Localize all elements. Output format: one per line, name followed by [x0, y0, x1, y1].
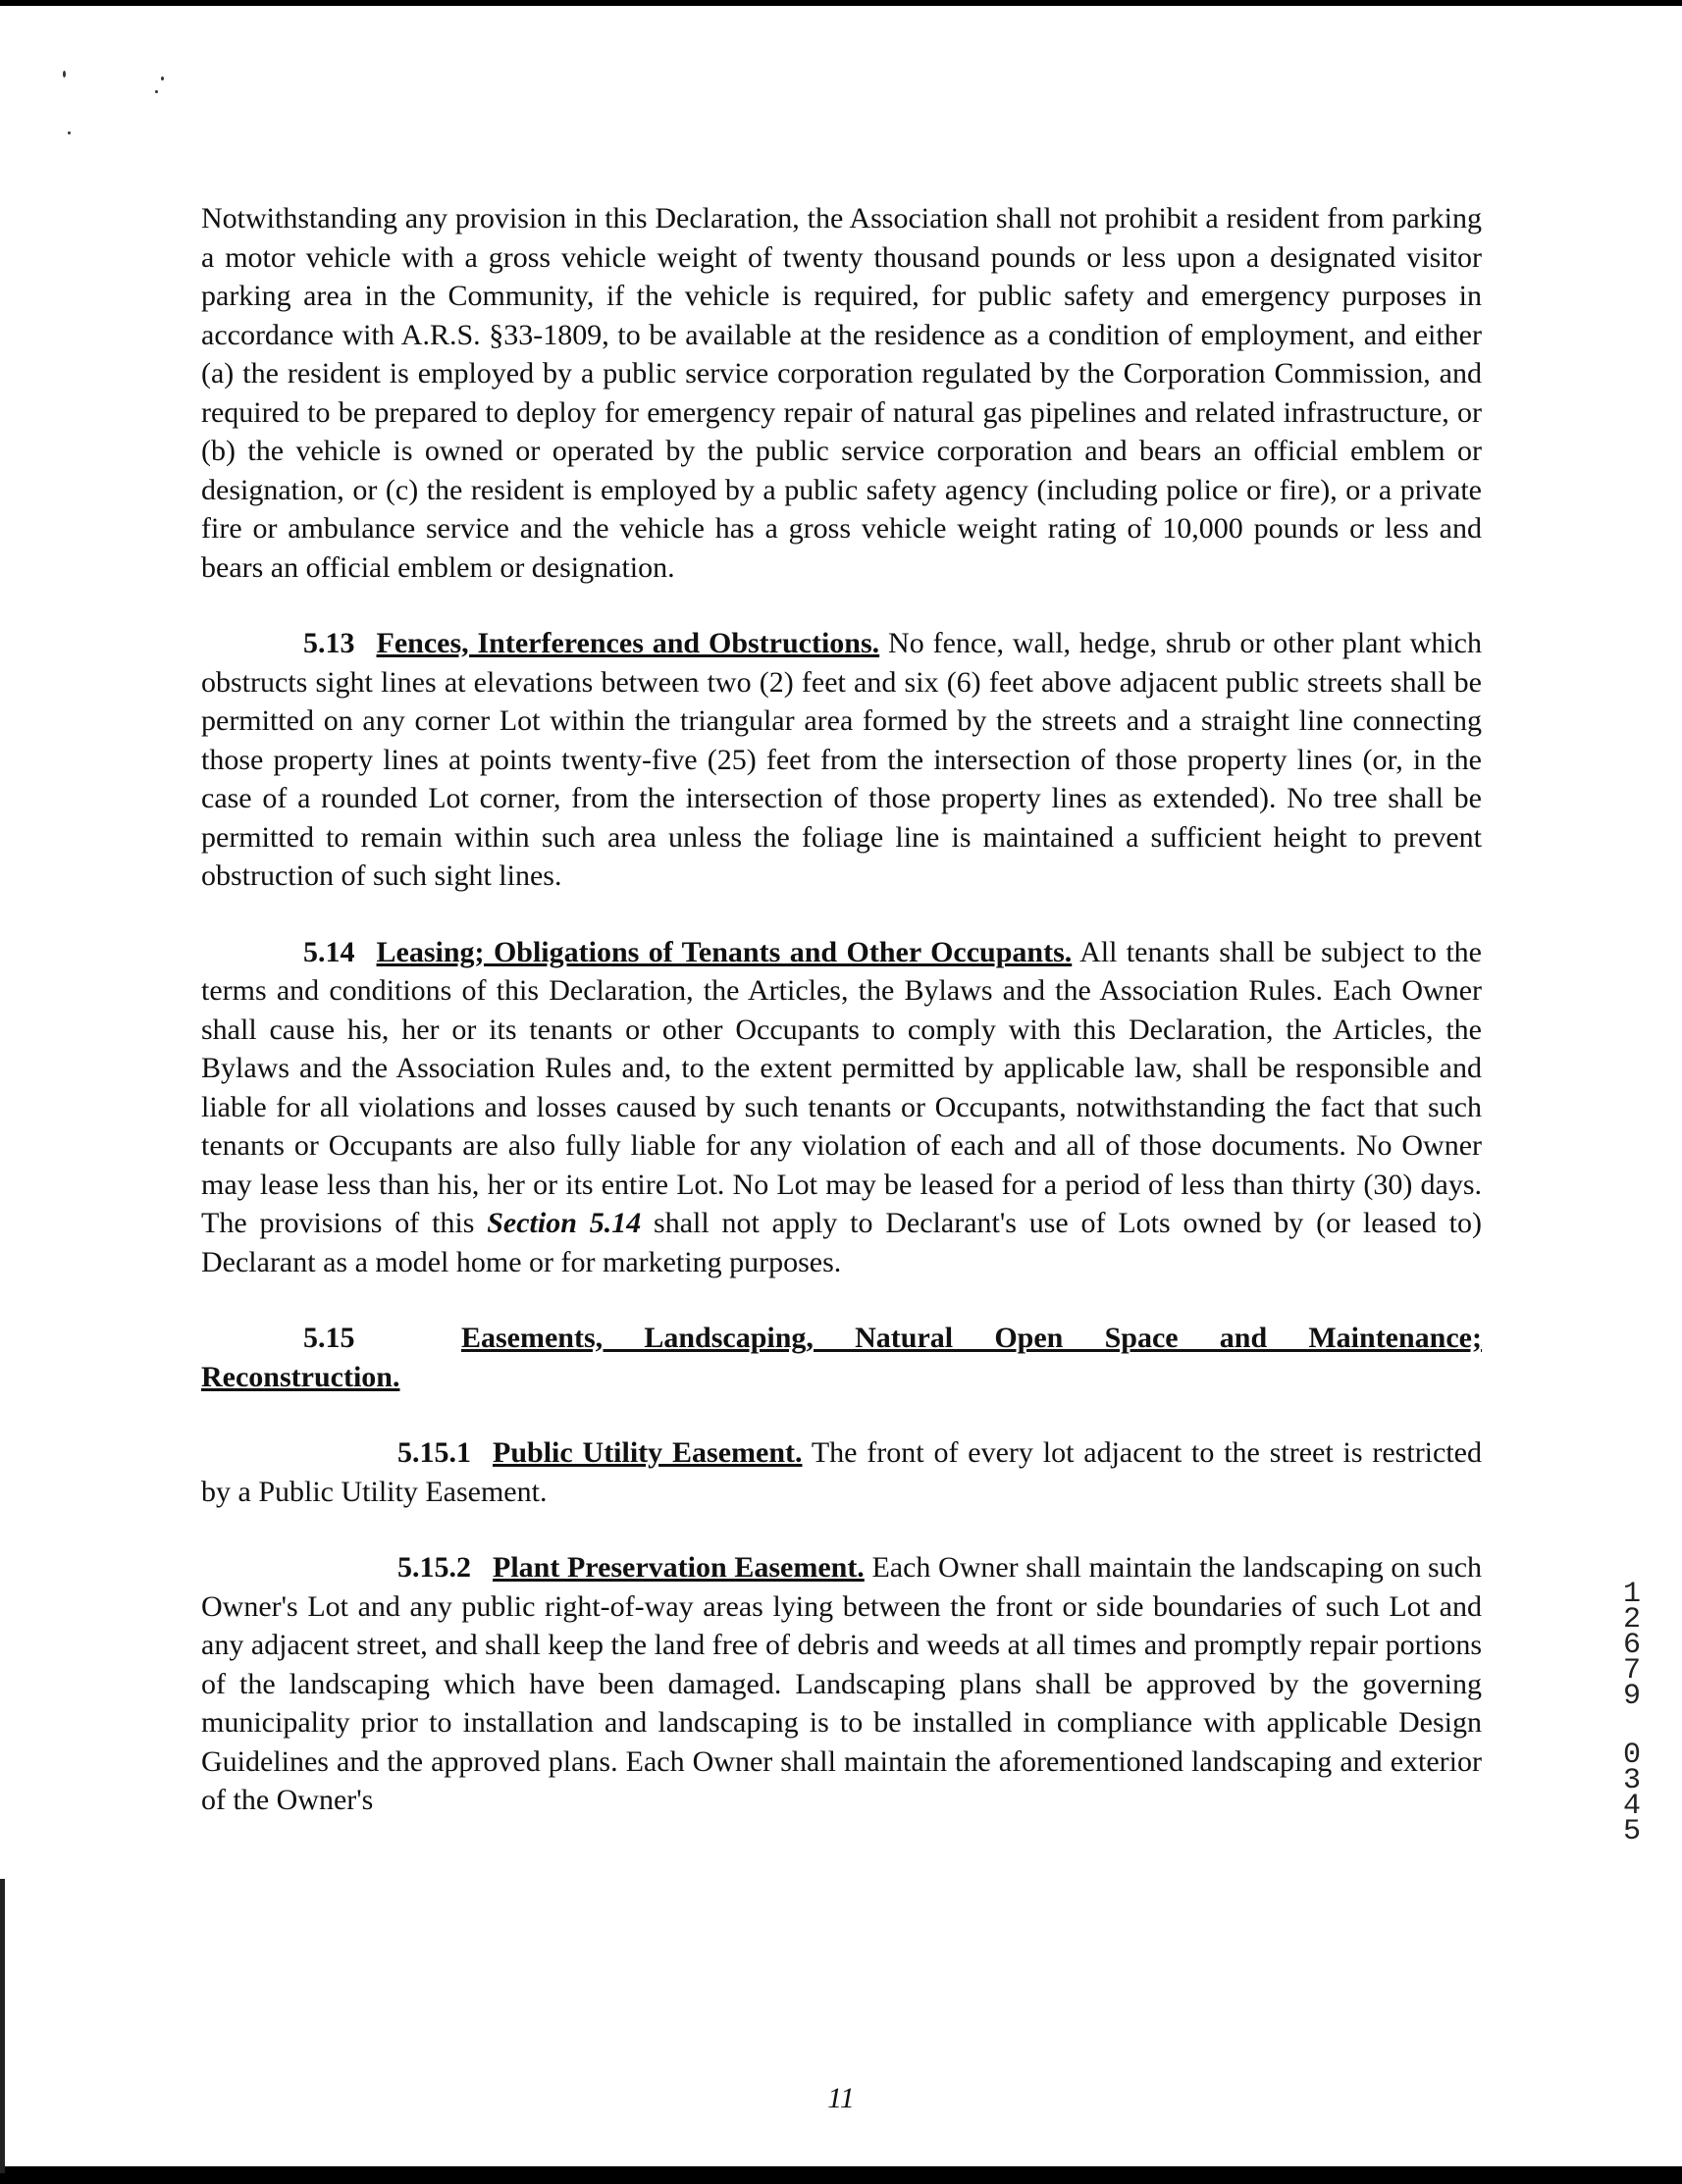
recording-stamp — [1617, 1578, 1647, 1848]
intro-paragraph: Notwithstanding any provision in this Declaration, the Association shall not prohibit a resident from parking a motor vehicle with a gross vehicle weight of twenty thousand pounds or less upon a designated visitor parking area in the Community, if the vehicle is required, for public safety and emergency purposes in accordance with A.R.S. §33-1809, to be available at the residence as a condition of employment, and either (a) the resident is employed by a public service corporation regulated by the Corporation Commission, and required to be prepared to deploy for emergency repair of natural gas pipelines and related infrastructure, or (b) the vehicle is owned or operated by the public service corporation and bears an official emblem or designation, or (c) the resident is employed by a public safety agency (including police or fire), or a private fire or ambulance service and the vehicle has a gross vehicle weight rating of 10,000 pounds or less and bears an official emblem or designation. — [201, 202, 1482, 584]
recording-stamp-line-2: 0345 — [1622, 1739, 1641, 1848]
document-body — [201, 199, 1482, 1820]
scan-speck — [155, 90, 158, 93]
scan-speck — [68, 131, 71, 134]
section-heading: Fences, Interferences and Obstructions. — [376, 627, 880, 659]
section-number: 5.15.2 — [397, 1551, 471, 1584]
section-5-15-2 — [201, 1548, 1482, 1820]
scan-speck — [63, 71, 66, 78]
section-reference: Section 5.14 — [487, 1207, 642, 1239]
section-number: 5.13 — [303, 627, 355, 659]
section-heading: Easements, Landscaping, Natural Open Space and Maintenance; Reconstruction. — [201, 1322, 1482, 1393]
section-5-14 — [201, 933, 1482, 1282]
scan-border-bottom — [0, 2166, 1682, 2184]
section-body: The front of every lot adjacent to the street is restricted by a Public Utility Easement. — [201, 1436, 1482, 1508]
scan-border-left — [0, 1879, 5, 2173]
section-heading: Public Utility Easement. — [493, 1436, 803, 1469]
section-5-15 — [201, 1319, 1482, 1396]
section-body: Each Owner shall maintain the landscaping on such Owner's Lot and any public right-of-way areas lying between the front or side boundaries of such Lot and any adjacent street, and shall keep the land free of debris and weeds at all times and promptly repair portions of the landscaping which have been damaged. Landscaping plans shall be approved by the governing municipality prior to installation and landscaping is to be installed in compliance with applicable Design Guidelines and the approved plans. Each Owner shall maintain the aforementioned landscaping and exterior of the Owner's — [201, 1551, 1483, 1816]
section-number: 5.15.1 — [397, 1436, 471, 1469]
scan-border-top — [0, 0, 1682, 6]
section-body-continued: shall not apply to Declarant's use of Lots owned by (or leased to) Declarant as a model home or for marketing purposes. — [201, 1207, 1482, 1278]
page-number: 11 — [827, 2082, 855, 2114]
section-heading: Leasing; Obligations of Tenants and Other Occupants. — [376, 935, 1073, 968]
section-body: No fence, wall, hedge, shrub or other plant which obstructs sight lines at elevations between two (2) feet and six (6) feet above adjacent public streets shall be permitted on any corner Lot within the triangular area formed by the streets and a straight line connecting those property lines at points twenty-five (25) feet from the intersection of those property lines (or, in the case of a rounded Lot corner, from the intersection of those property lines as extended). No tree shall be permitted to remain within such area unless the foliage line is maintained a sufficient height to prevent obstruction of such sight lines. — [201, 627, 1482, 892]
section-number: 5.15 — [303, 1322, 355, 1354]
scan-speck — [161, 77, 164, 80]
section-number: 5.14 — [303, 935, 355, 968]
section-heading: Plant Preservation Easement. — [493, 1551, 865, 1584]
recording-stamp-line-1: 12679 — [1622, 1578, 1641, 1713]
section-body: All tenants shall be subject to the terms and conditions of this Declaration, the Articles, the Bylaws and the Association Rules. Each Owner shall cause his, her or its tenants or other Occupants to comply with this Declaration, the Articles, the Bylaws and the Association Rules and, to the extent permitted by applicable law, shall be responsible and liable for all violations and losses caused by such tenants or Occupants, notwithstanding the fact that such tenants or Occupants are also fully liable for any violation of each and all of those documents. No Owner may lease less than his, her or its entire Lot. No Lot may be leased for a period of less than thirty (30) days. The provisions of this — [201, 935, 1482, 1239]
section-5-13 — [201, 624, 1482, 896]
section-5-15-1 — [201, 1433, 1482, 1511]
